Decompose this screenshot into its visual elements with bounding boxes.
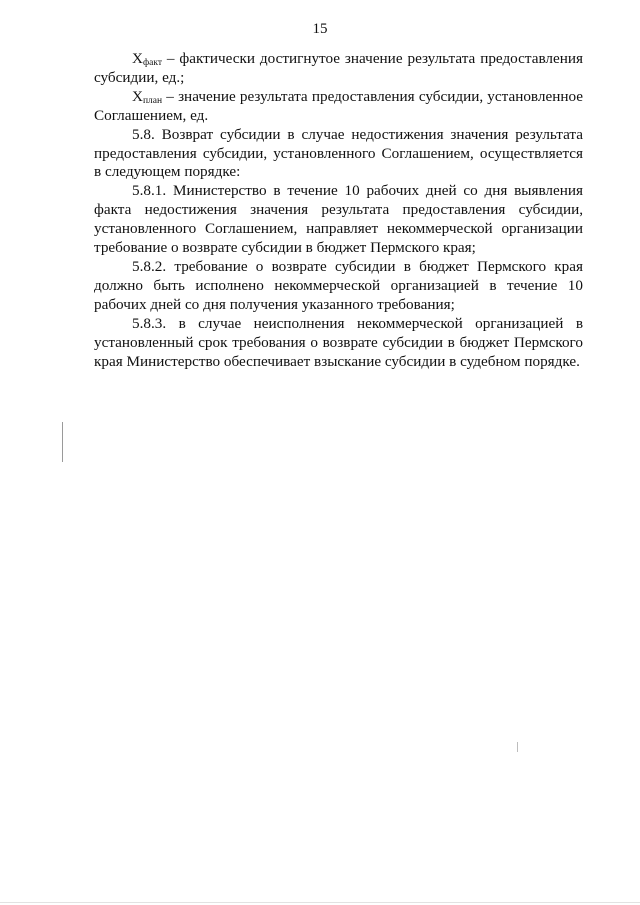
paragraph-5-8-1: 5.8.1. Министерство в течение 10 рабочих дней со дня выявления факта недостижения значения результата предоставления субсидии, установленного Соглашением, направляет некоммерческой организации требование о возврате субсидии в бюджет Пермского края; bbox=[94, 182, 583, 257]
x-plan-subscript: план bbox=[142, 95, 163, 106]
x-plan-text: – значение результата предоставления субсидии, установленное Соглашением, ед. bbox=[94, 87, 583, 124]
scan-artifact-bottom bbox=[0, 902, 640, 903]
scan-artifact-left bbox=[62, 422, 63, 462]
paragraph-5-8: 5.8. Возврат субсидии в случае недостижения значения результата предоставления субсидии, установленного Соглашением, осуществляется в следующем порядке: bbox=[94, 125, 583, 181]
paragraph-5-8-2: 5.8.2. требование о возврате субсидии в бюджет Пермского края должно быть исполнено некоммерческой организацией в течение 10 рабочих дней со дня получения указанного требования; bbox=[94, 257, 583, 313]
x-plan-symbol: X bbox=[132, 87, 143, 105]
x-fact-subscript: факт bbox=[142, 58, 162, 68]
paragraph-5-8-3: 5.8.3. в случае неисполнения некоммерческой организацией в установленный срок требования о возврате субсидии в бюджет Пермского края Министерство обеспечивает взыскание субсидии в судебном порядке. bbox=[94, 314, 583, 370]
x-fact-symbol: X bbox=[132, 50, 143, 67]
x-fact-text: – фактически достигнутое значение результата предоставления субсидии, ед.; bbox=[94, 50, 583, 86]
document-body bbox=[94, 50, 583, 371]
page-number: 15 bbox=[312, 21, 328, 37]
definition-x-fact bbox=[94, 50, 583, 88]
scan-artifact-right bbox=[517, 742, 518, 752]
definition-x-plan bbox=[94, 88, 583, 126]
